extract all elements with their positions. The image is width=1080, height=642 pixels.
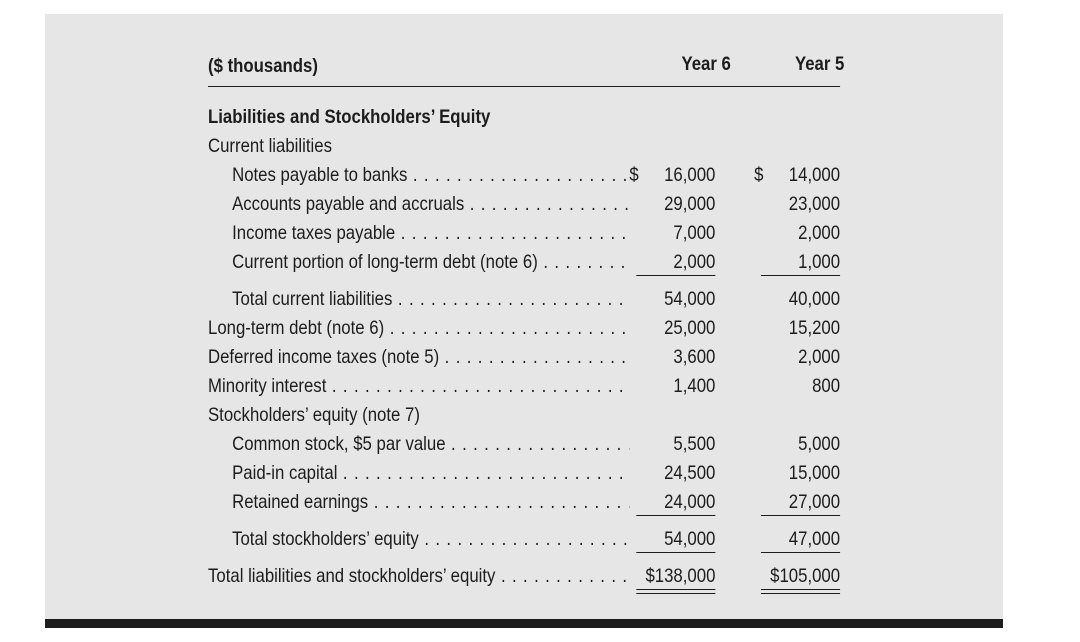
long-term-debt-label: Long-term debt (note 6) . . .	[208, 314, 629, 343]
underline-y5	[761, 552, 840, 553]
current-ltd-y5: 1,000	[798, 251, 841, 273]
double-underline-y6	[636, 589, 715, 594]
minority-interest-y5: 800	[812, 375, 841, 397]
underline-y5	[761, 275, 840, 276]
total-current-y5: 40,000	[788, 288, 841, 310]
current-liabilities-heading	[208, 132, 840, 161]
common-stock-label: Common stock, $5 par value . . .	[232, 430, 629, 459]
retained-earnings-y5: 27,000	[788, 491, 841, 513]
common-stock-y5: 5,000	[798, 433, 841, 455]
deferred-taxes-label: Deferred income taxes (note 5) . . .	[208, 343, 629, 372]
total-equity-y6: 54,000	[664, 528, 716, 550]
row-paid-in-capital	[208, 459, 840, 488]
paid-in-capital-y5: 15,000	[788, 462, 841, 484]
currency-sign: $	[629, 164, 639, 186]
underline-y6	[636, 275, 715, 276]
header-rule	[208, 86, 840, 87]
notes-payable-y5: $ 14,000	[754, 161, 840, 190]
bottom-rule	[45, 619, 1003, 628]
row-minority-interest	[208, 372, 840, 401]
section-title-row	[208, 103, 840, 132]
row-common-stock	[208, 430, 840, 459]
row-retained-earnings	[208, 488, 840, 517]
year5-header: Year 5	[794, 53, 845, 75]
column-header-row	[208, 50, 845, 86]
total-equity-y5: 47,000	[788, 528, 841, 550]
common-stock-y6: 5,500	[673, 433, 716, 455]
balance-sheet	[208, 50, 845, 591]
equity-heading	[208, 401, 840, 430]
underline-y6	[636, 515, 715, 516]
row-current-ltd	[208, 248, 840, 277]
paid-in-capital-y6: 24,500	[664, 462, 716, 484]
row-deferred-taxes	[208, 343, 840, 372]
deferred-taxes-y5: 2,000	[798, 346, 841, 368]
row-total-liab-equity	[208, 562, 840, 591]
year6-header: Year 6	[681, 53, 731, 75]
underline-y6	[636, 552, 715, 553]
current-liabilities-label: Current liabilities	[208, 135, 332, 157]
units-label: ($ thousands)	[208, 55, 318, 77]
total-liab-equity-y5: $105,000	[770, 565, 841, 587]
header-rule-row	[208, 86, 840, 95]
row-accounts-payable	[208, 190, 840, 219]
long-term-debt-y5: 15,200	[788, 317, 841, 339]
income-taxes-y5: 2,000	[798, 222, 841, 244]
notes-payable-y6: $ 16,000	[629, 161, 715, 190]
row-long-term-debt	[208, 314, 840, 343]
current-ltd-y6: 2,000	[673, 251, 716, 273]
total-liab-equity-label: Total liabilities and stockholders’ equity . . .	[208, 562, 629, 591]
accounts-payable-y5: 23,000	[788, 193, 841, 215]
deferred-taxes-y6: 3,600	[673, 346, 716, 368]
total-liab-equity-y6: $138,000	[645, 565, 716, 587]
current-ltd-label: Current portion of long-term debt (note 6) . . .	[232, 248, 629, 277]
income-taxes-y6: 7,000	[673, 222, 716, 244]
currency-sign: $	[754, 164, 764, 186]
paid-in-capital-label: Paid-in capital . . .	[232, 459, 629, 488]
income-taxes-label: Income taxes payable . . .	[232, 219, 629, 248]
row-total-current	[208, 285, 840, 314]
minority-interest-y6: 1,400	[673, 375, 716, 397]
retained-earnings-label: Retained earnings . . .	[232, 488, 629, 517]
total-equity-label: Total stockholders’ equity . . .	[232, 525, 629, 554]
double-underline-y5	[761, 589, 840, 594]
underline-y5	[761, 515, 840, 516]
row-notes-payable	[208, 161, 840, 190]
row-total-equity	[208, 525, 840, 554]
retained-earnings-y6: 24,000	[664, 491, 716, 513]
row-income-taxes	[208, 219, 840, 248]
long-term-debt-y6: 25,000	[664, 317, 716, 339]
accounts-payable-y6: 29,000	[664, 193, 716, 215]
total-current-label: Total current liabilities . . .	[232, 285, 629, 314]
equity-label: Stockholders’ equity (note 7)	[208, 404, 420, 426]
notes-payable-label: Notes payable to banks . . .	[232, 161, 629, 190]
section-title: Liabilities and Stockholders’ Equity	[208, 106, 491, 128]
accounts-payable-label: Accounts payable and accruals . . .	[232, 190, 629, 219]
minority-interest-label: Minority interest . . .	[208, 372, 629, 401]
total-current-y6: 54,000	[664, 288, 716, 310]
